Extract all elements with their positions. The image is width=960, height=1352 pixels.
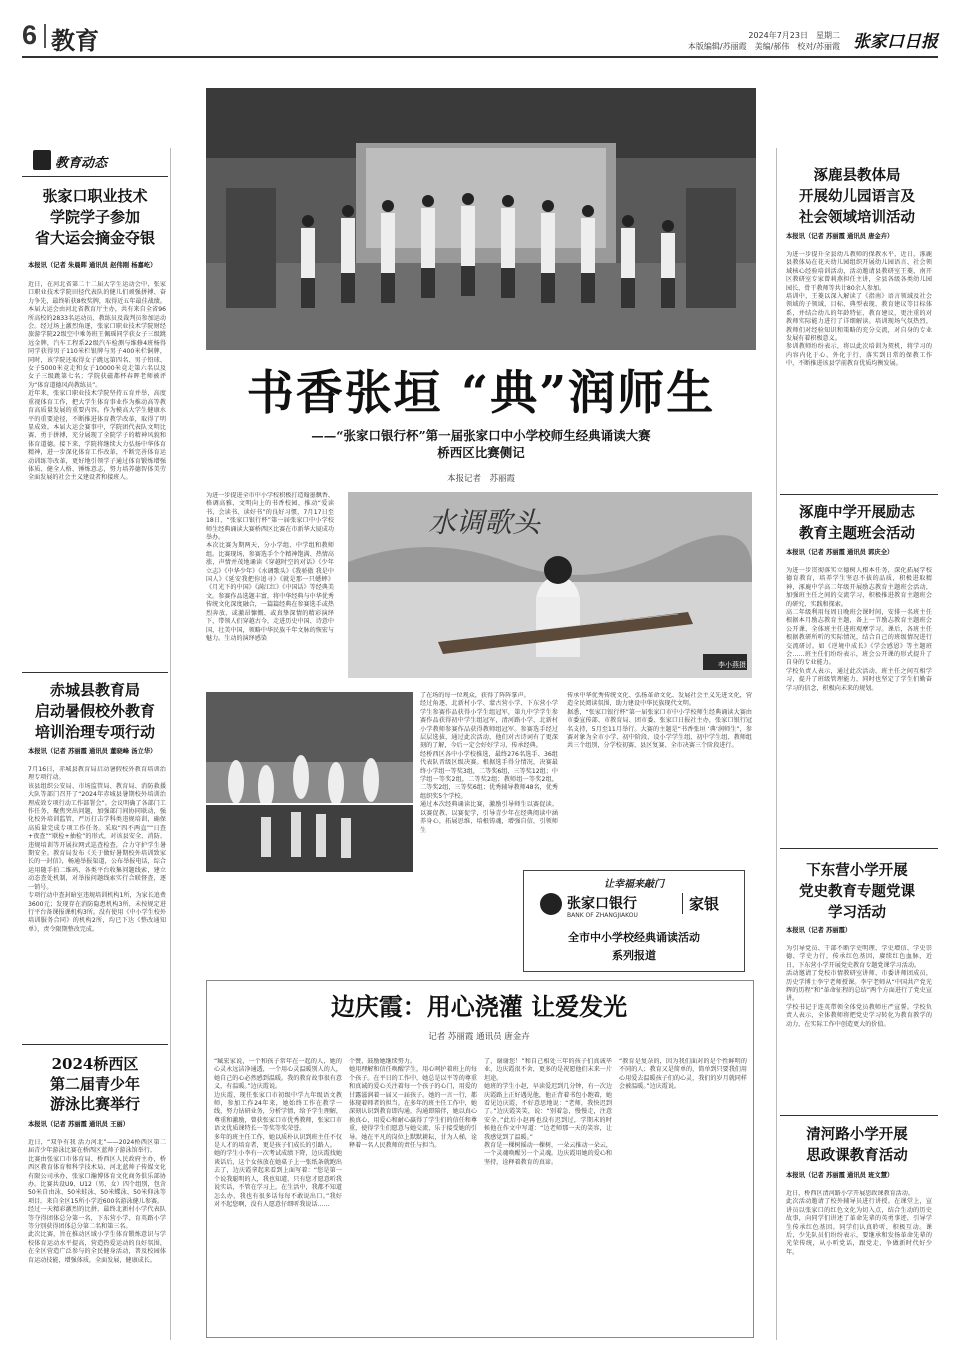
column-logo (33, 148, 143, 174)
right-column-divider (776, 148, 777, 1340)
lead-photo-stage (206, 88, 756, 350)
bank-name-en: BANK OF ZHANGJIAKOU (567, 912, 638, 919)
right3-byline: 本报讯（记者 苏丽霞） (786, 927, 852, 934)
left2-body: 7月16日，赤城县教育局启动暑假校外教育培训治理专项行动。 该县组织公安局、市场监管局、教育局、消防救援大队等部门召开了“2024年赤城县暑期校外培训治理成效专项行动工作部署会”。会议明确了各部门工作任务，聚焦突出问题，加强部门间协同联动，强化校外培训监管，严厉打击学科类违规培训，确保高质量完成专项工作任务。采取“四不两直”“日查+夜查”“联检+抽检”的形式，对该县安全、消防、违规培训等开展拉网式巡查检查，合力守护学生暑期安全。教育局发布《关于做好暑期校外培训致家长的一封信》，畅通举报渠道，公布举报电话，综合运用随手拍二维码、各类平台收集问题线索，建立动态查处机制，对举报问题线索实行合联督查，逐一销号。 专项行动中查封暗室违规培训机构1所，为家长追费3600元；发现存在消防隐患机构3所，未按规定进行平台备课报课机构3所。没有使用《中小学生校外培训服务合同》的机构2所，均已下达《整改通知单》，责令限期整改完成。 (28, 766, 166, 933)
lead-photo-dance (206, 692, 413, 872)
right1-body: 为进一步提升全县幼儿教师的保教水平，近日，涿鹿县教体局在花天幼儿园组织开展幼儿园语言、社会领域核心经验培训活动，活动邀请县教研室王菱、南开区教研室专家曾莉燕担任主讲，全县各级各类幼儿园园长、骨干教师等共计80余人参加。 培训中，王菱以深入解读了《指南》语言领域及社会领域的子领域、目标、典型表现、教育建议等目标体系，并结合幼儿的年龄特征、教育建议，更注重的对教师实际能力进行了详细解读。培训现场气氛热烈，教师们对经验知识和策略的充分交流，对自身的专业发展有着积极意义。 参训教师纷纷表示，将以此次培训为契机，将学习的内容内化于心、外化于行，落实到日常的保教工作中，不断推进该县学前教育优质均衡发展。 (786, 251, 932, 368)
page-number: 6 (22, 20, 38, 50)
feature-col-1: “臧宏家说，一个和孩子常年在一起的人，她的心灵永远洁净通透，一个用心灵温暖别人的人，她自己的心必然感到温暖。我的教育故事很有意义，有温暖。”边庆霞说。 边庆霞，现任张家口市初级中学九年级语文教师，参加工作24年来，她始终工作在教学一线，努力钻研业务，分析学情，给予学生理解，尊重和激励，曾获张家口市优秀教师，张家口市语文优质课特长一等奖等奖荣誉。 多年的班主任工作，她以质朴认识到班主任不仅是人才的培育者，更是孩子们成长的引路人。 她的学生小李有一次考试成绩下降，边庆霞找她谈话后，这个女孩放在她桌子上一张纸条就跑出去了，边庆霞拿起来看到上面写着：“您是第一个说我聪明的人，我也知道，只有您才愿意听我说实话，不管在学习上，在生活中，我都不知道怎么办，我也有很多话每每不敢说出口。”我好对不起您啊，没有人愿意仔细听我说话…… (214, 1058, 342, 1208)
right1-byline: 本报讯（记者 苏丽霞 通讯员 唐金卉） (786, 233, 894, 240)
column-logo-mark (33, 150, 51, 170)
bank-brand: 家银 (682, 893, 719, 914)
stage-photo-image (206, 88, 756, 350)
lead-title: 书香张垣 “典”润师生 (246, 366, 716, 421)
masthead-rule (22, 56, 938, 58)
left3-title: 2024桥西区 第二届青少年 游泳比赛举行 (49, 1055, 140, 1113)
left1-byline: 本报讯（记者 朱晨晖 通讯员 赵伟刚 杨嘉屹） (28, 262, 157, 269)
lead-col-3: 传承中华优秀传统文化、弘扬革命文化、发展社会主义先进文化，营造全民阅读氛围，助力建设中华民族现代文明。 据悉，“张家口银行杯”第一届张家口市中小学校师生经典诵读大赛由市委宣传部、市教育局、团市委、张家口日报社主办，张家口银行冠名支持，5月至11月举行。大赛的主题是“书香张垣 ‘典’润师生”，参赛对象为全市小学、初中阶段、设小学学生组、初中学生组、教师组共三个组别，分学校初赛、县区复赛、全市决赛三个阶段进行。 (567, 692, 752, 750)
feature-col-3: 了，谢谢您！”和自己相处三年的孩子们真诚毕业，边庆霞很不舍，更多的是祝愿他们未来一片坦途。 她班的学生小赵，早读爱迟到几分钟，有一次边庆霞路上正好遇见他，他正背着书包小跑着，她看见边庆霞，不好意思地说：“老师，我快迟到了。”边庆霞笑笑，说：“别着急，慢慢走，注意安全。”此后小赵再也没有迟到过，学期末的时候他在作文中写道：“边老师那一天的笑容，让我感觉到了温暖。” 教育是一棵树摇动一棵树，一朵云推动一朵云，一个灵魂唤醒另一个灵魂。边庆霞用她的爱心和坚持，诠释着教育的真谛。 (484, 1058, 612, 1166)
left-column-divider (170, 148, 171, 1340)
bank-ad (523, 870, 745, 972)
lead-col-2: 了在场的每一位观众，获得了阵阵掌声。 经过角逐，北新村小学、蒙古营小学、下东营小学学生参赛作品获得小学生组冠军，第九中学学生参赛作品获得初中学生组冠军，清河路小学、北新村小学教师参赛作品获得教师组冠军。参赛选手经过层层选拔，通过此次活动，他们对古诗词有了更深刻的了解，今后一定会好好学习、传承经典。 经桥西区各中小学校推选，最终276名选手、36组代表队晋级区级决赛。根据选手得分情况，决赛最终小学组一等奖3组，二等奖6组，三等奖12组；中学组一等奖2组，二等奖2组；教师组一等奖2组，二等奖2组，三等奖6组；优秀辅导教师48名，优秀组织奖5个学校。 通过本次经典诵读比赛，激励引导师生以赛促读、以赛促教、以赛促学，引导青少年在经典阅读中涵养身心，拓展思维，培根铸魂，增强自信，引领师生 (420, 692, 558, 834)
masthead-divider (44, 24, 46, 48)
left-rule-2 (22, 672, 168, 673)
left1-title: 张家口职业技术 学院学子参加 省大运会摘金夺银 (34, 187, 155, 247)
left1-body: 近日，在河北省第二十二届大学生运动会中，张家口职业技术学院田径代表队的健儿们顽强拼搏、奋力争先，最终斩获8枚奖牌，取得近五年最佳战绩。 本届大运会由河北省教育厅主办，共有来自全省96所高校的2833名运动员、教练员及裁判员参加运动会。经过场上激烈角逐，张家口职业技术学院财经旅游学院22级空中乘务班王佩瑶同学获女子三级跳远金牌，汽车工程系22级汽车检测与维修4班杨得同学获得男子110米栏银牌与男子400米栏铜牌，同时，该学院还取得女子跳远第四名、男子铅球、女子5000米竞走和女子10000米竞走第六名以及女子三级跳第七名；学院获磁都杯春晖老师被评为“体育道德风尚教练员”。 近年来，张家口职业技术学院坚持五育并举，高度重视体育工作，把大学生体育事业作为推动高等教育高质量发展的重要内容。作为模高大学生健康水平的重要途径，不断推进体育教学改革，取得了明显成效。本届大运会赛事中，学院团代表队文明比赛、勇于拼搏，充分展现了全院学子的精神风貌和体育道德。接下来，学院将继续大力弘扬中华体育精神，进一步深化体育工作改革，不断完善体育运动训练等改革，更好地引领学子通过体育锻炼增强体质、健全人格、锤炼意志，努力培养德智体美劳全面发展的社会主义建设者和接班人。 (28, 281, 166, 482)
feature-byline: 记者 苏丽霞 通讯员 唐金卉 (428, 1032, 530, 1042)
guzheng-photo-image (348, 492, 752, 678)
left3-byline: 本报讯（记者 苏丽霞 通讯员 王丽） (28, 1121, 130, 1128)
right4-byline: 本报讯（记者 苏丽霞 通讯员 班文慧） (786, 1172, 894, 1179)
right-rule-2 (780, 848, 938, 849)
right2-title: 涿鹿中学开展励志 教育主题班会活动 (799, 504, 915, 542)
right3-body: 为引导党员、干部不断学史明理、学史增信、学史崇德、学史力行，传承红色基因，赓续红色血脉，近日，下东营小学开展党史教育专题党课学习活动。 活动邀请了党校市情教研室讲师、市委讲师团成员，历史学博士李宁老师授课。李宁老师从“中国共产党光辉的历程”和“革命征程的总结”两个方面进行了党史宣讲。 学校书记于连英带领全体党员教师庄严宣誓。学校负责人表示，全体教师将把党史学习转化为教育教学的动力，在实际工作中创造更大的价值。 (786, 945, 932, 1028)
section-title: 教育 (51, 26, 99, 55)
bank-logo-icon (540, 893, 562, 915)
left2-title: 赤城县教育局 启动暑假校外教育 培训治理专项行动 (34, 681, 155, 741)
feature-col-2: 个赞，鼓励她继续努力。 她用理解和信任唤醒学生，用心呵护着班上的每个孩子。在平日的工作中，她总是以平等的尊重和真诚的爱心关注着每一个孩子的心门，用爱的甘露滋润着一届又一届孩子。她的一言一行，都体现着师者的担当。在多年的班主任工作中，她深刻认识到教育即沟通，沟通即陪伴，她以真心换真心，用爱心和耐心赢得了学生们的信任和尊重，使得学生们愿意与她交流，乐于接受她的引导。她在平凡的岗位上默默耕耘，甘为人梯，诠释着一名人民教师的责任与担当。 (349, 1058, 477, 1150)
bank-name-cn: 张家口银行 (567, 896, 637, 912)
issue-date: 2024年7月23日 星期二 (748, 31, 840, 40)
left2-byline: 本报讯（记者 苏丽霞 通讯员 董晓峰 汤立华） (28, 748, 157, 755)
right1-title: 涿鹿县教体局 开展幼儿园语言及 社会领域培训活动 (799, 167, 915, 226)
lead-byline: 本报记者 苏丽霞 (446, 474, 515, 484)
right2-body: 为进一步贯彻落实立德树人根本任务，深化拓展学校德育教育，培养学生坚忍不拔的品质，积极进取精神，涿鹿中学高二年级开展励志教育主题班会活动，加强班主任之间的交流学习，积极推进教育主题班会的研究、实践和探索。 高二年级利用每周日晚班会课时间，安排一名班主任根据本月励志教育主题，备上一节励志教育主题班会公开课，全体班主任进班观摩学习。课后，各班主任根据教研所听的实际情况，结合自己的班级情况进行交流研讨。如《逆境中成长》《学会感恩》等主题班会……班主任们纷纷表示，班会公开课的形式提升了自身的专业能力。 学校负责人表示，通过此次活动，班主任之间互相学习，提升了班级管理能力，同时也坚定了学生们勤奋学习的信念，积极向未来的规划。 (786, 567, 932, 692)
right3-title: 下东营小学开展 党史教育专题党课 学习活动 (799, 862, 915, 921)
feature-col-4: “教育是复杂的，因为我们面对的是个性鲜明的不同的人；教育又是简单的，简单到只要我们用心用爱去温暖孩子们的心灵，我们的岁月就同样会被温暖。”边庆霞说。 (619, 1058, 747, 1091)
lead-subtitle-2: 桥西区比赛侧记 (437, 445, 525, 460)
bank-ad-slogan: 让幸福来敲门 (604, 879, 664, 890)
svg-text:水调歌头: 水调歌头 (428, 506, 541, 539)
right-rule-1 (780, 494, 938, 495)
lead-col-1: 为进一步提进全市中小学校积极打造翰墨飘香、格调高雅、文明向上的书香校园，推动“爱读书、会读书、读好书”的良好习惯，7月17日至18日，“张家口银行杯”第一届张家口中小学校师生经典诵读大赛桥西区比赛在市新华大厦成功举办。 本次比赛为期两天，分小学组、中学组和教师组。比赛现场，参赛选手个个精神饱满、热情高涨，声情并茂地诵读《穿越时空的对话》《少年立志》《中华少年》《水调歌头》《我骄傲 我是中国人》《延安我把你追寻》《就是那一只蟋蟀》《月光下的中国》《满江红》《中国话》等经典美文。参赛作品选题丰富，将中华经典与中华优秀传统文化深度融合，一篇篇经典在参赛选手或热烈奔放、或激昂慷慨、或真挚深情的精彩演绎下，带领人们穿越古今，走进历史中国、诗意中国、壮美中国，领略中华民族千年文脉的恢宏与魅力。生动的演绎感染 (206, 492, 334, 642)
right4-title: 清河路小学开展 思政课教育活动 (806, 1126, 908, 1164)
left-rule-top (22, 176, 168, 177)
bank-ad-line2: 系列报道 (612, 949, 656, 962)
column-logo-text: 教育动态 (55, 156, 108, 171)
right-rule-3 (780, 1115, 938, 1116)
right2-byline: 本报讯（记者 苏丽霞 通讯员 郭庆全） (786, 549, 894, 556)
bank-ad-line1: 全市中小学校经典诵读活动 (568, 931, 700, 944)
right4-body: 近日，桥西区清河路小学开展思政课教育活动。 此次活动邀请了校外辅导员进行讲授。在课堂上，宣讲员以张家口的红色文化为切入点，结合生动的历史故事，向同学们讲述了革命先辈的英勇事迹，引导学生传承红色基因。同学们认真聆听，积极互动。课后，少先队员们纷纷表示，要继承和发扬革命先辈的光荣传统，从小听党话，跟党走，争做新时代好少年。 (786, 1190, 932, 1256)
left-rule-3 (22, 1044, 168, 1045)
dance-photo-image (206, 692, 413, 872)
left3-body: 近日，“双争有我 活力河北”——2024桥西区第二届青少年游泳比赛在桥西区蓝帅子游泳馆举行。 比赛由张家口市体育局、桥西区人民政府主办，桥西区教育体育和科学技术局、河北蓝帅子传媒文化有限公司承办，张家口瀚博体育文化商务俱乐部协办。比赛共设U9、U12（男、女）四个组别，包含50米自由泳、50米蛙泳、50米蝶泳、50米仰泳等项目。来自全区15所小学近600名游泳健儿参赛。 经过一天精彩激烈的比拼，最终北新村小学代表队等夺得团体总分第一名，下东营小学、育英路小学等分别获得团体总分第二名和第三名。 此次比赛，旨在推动区域小学生体育锻炼意识与学校体育运动水平提高，营造热爱运动的良好氛围，在全区营造广泛参与的全民健身活动，普及校园体育运动技能，增强体质，全面发展，健康成长。 (28, 1139, 166, 1264)
lead-subtitle-1: ——“张家口银行杯”第一届张家口中小学校师生经典诵读大赛 (311, 428, 651, 443)
paper-name-logo: 张家口日报 (853, 32, 938, 52)
editor-credits: 本版编辑/苏丽霞 美编/郝伟 校对/苏丽霞 (687, 42, 840, 51)
photo-caption: 李小燕摄 (718, 661, 746, 669)
lead-photo-guzheng (348, 492, 752, 678)
feature-title: 边庆霞：用心浇灌 让爱发光 (330, 992, 628, 1021)
